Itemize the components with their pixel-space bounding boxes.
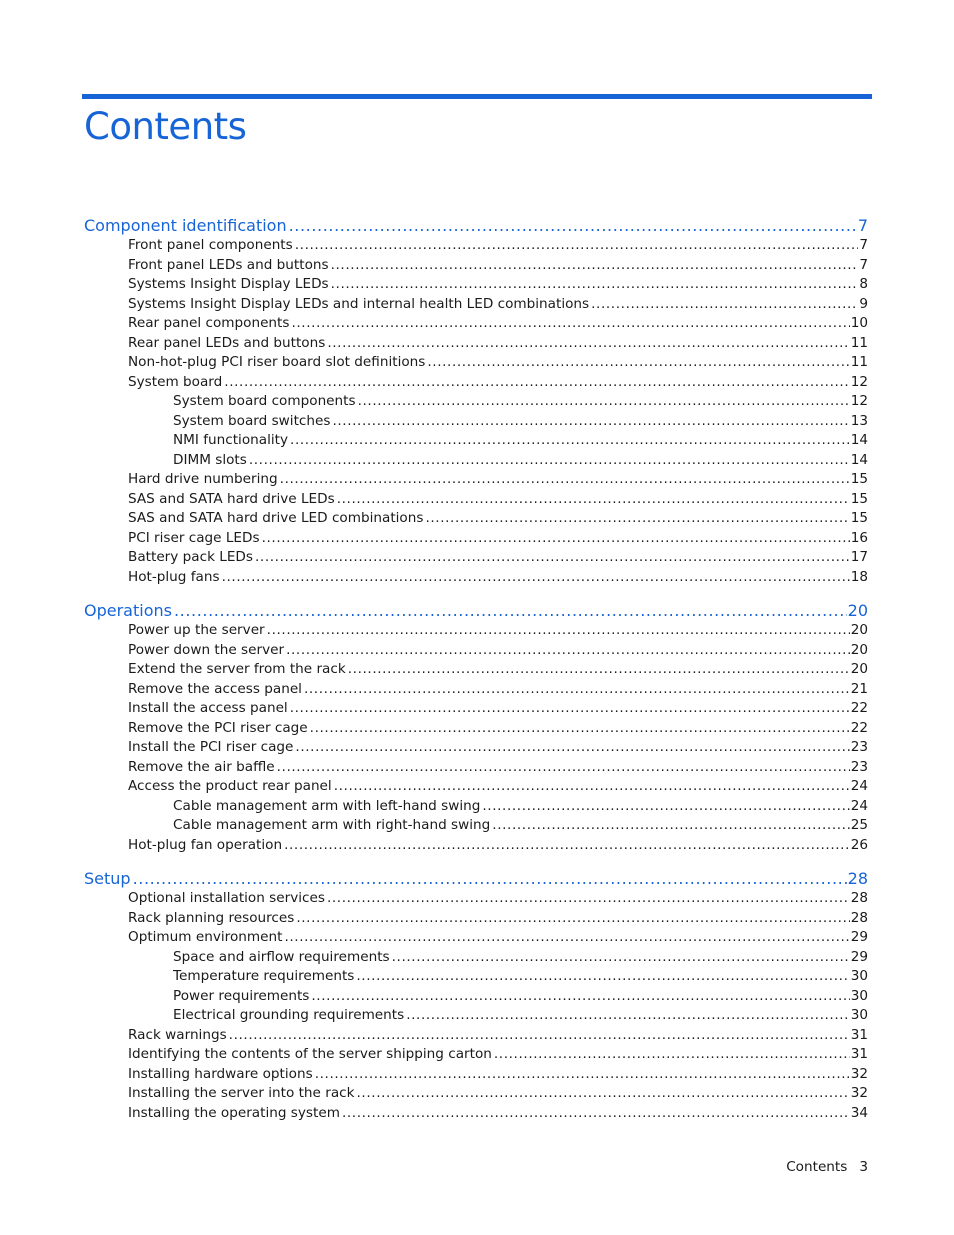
- toc-entry-page-number: 31: [850, 1026, 868, 1043]
- toc-entry-page-number: 11: [850, 354, 868, 370]
- toc-entry-page-number: 23: [850, 758, 868, 775]
- toc-entry-label: Rear panel components: [128, 315, 290, 331]
- toc-entry-page-number: 10: [850, 315, 868, 331]
- toc-entry-page-number: 20: [850, 622, 868, 638]
- toc-entry[interactable]: [173, 451, 868, 470]
- toc-entry-page-number: 30: [850, 987, 868, 1004]
- toc-entry-page-number: 20: [847, 601, 868, 620]
- toc-entry[interactable]: [173, 967, 868, 986]
- dot-leader: [342, 1104, 850, 1123]
- toc-entry-page-number: 7: [857, 216, 868, 235]
- toc-entry[interactable]: [128, 758, 868, 777]
- dot-leader: [327, 889, 850, 908]
- toc-entry-page-number: 22: [850, 719, 868, 736]
- dot-leader: [482, 797, 849, 816]
- toc-entry[interactable]: [128, 470, 868, 489]
- toc-entry-label: Power down the server: [128, 641, 285, 658]
- dot-leader: [280, 470, 850, 489]
- dot-leader: [357, 1084, 850, 1103]
- dot-leader: [290, 699, 850, 718]
- toc-entry[interactable]: [173, 816, 868, 835]
- page-footer: [786, 1158, 868, 1177]
- toc-entry[interactable]: [128, 889, 868, 908]
- dot-leader: [327, 334, 849, 353]
- toc-section-entry[interactable]: [84, 215, 868, 236]
- toc-entry-label: Power up the server: [128, 622, 265, 638]
- toc-entry-page-number: 28: [850, 909, 868, 926]
- toc-entry-label: System board components: [173, 393, 356, 409]
- toc-entry-page-number: 9: [859, 295, 868, 312]
- toc-entry-page-number: 21: [850, 680, 868, 697]
- toc-entry-label: Component identification: [84, 216, 287, 235]
- toc-entry-label: Cable management arm with right-hand swing: [173, 817, 491, 833]
- dot-leader: [290, 431, 850, 450]
- toc-entry-label: Optional installation services: [128, 890, 325, 906]
- toc-entry[interactable]: [128, 256, 868, 275]
- toc-entry-label: Systems Insight Display LEDs: [128, 276, 329, 292]
- dot-leader: [284, 928, 849, 947]
- toc-entry[interactable]: [128, 353, 868, 372]
- toc-entry-page-number: 30: [850, 1007, 868, 1023]
- dot-leader: [249, 451, 850, 470]
- toc-entry-label: PCI riser cage LEDs: [128, 529, 260, 546]
- toc-entry-label: Rack warnings: [128, 1026, 227, 1043]
- toc-entry-page-number: 23: [850, 739, 868, 755]
- toc-entry[interactable]: [128, 529, 868, 548]
- toc-entry-page-number: 24: [850, 797, 868, 814]
- dot-leader: [284, 836, 850, 855]
- toc-entry[interactable]: [128, 641, 868, 660]
- toc-entry[interactable]: [128, 699, 868, 718]
- dot-leader: [267, 621, 850, 640]
- dot-leader: [262, 529, 850, 548]
- toc-entry-page-number: 20: [850, 661, 868, 677]
- dot-leader: [291, 314, 849, 333]
- toc-entry[interactable]: [128, 909, 868, 928]
- toc-entry[interactable]: [128, 568, 868, 587]
- toc-entry-label: Hot-plug fans: [128, 568, 220, 585]
- dot-leader: [174, 600, 847, 621]
- toc-entry-label: Operations: [84, 601, 172, 620]
- toc-entry[interactable]: [128, 1065, 868, 1084]
- toc-entry-label: Hot-plug fan operation: [128, 836, 283, 853]
- toc-entry[interactable]: [173, 987, 868, 1006]
- toc-entry[interactable]: [128, 509, 868, 528]
- dot-leader: [310, 719, 850, 738]
- toc-entry-page-number: 7: [859, 256, 868, 273]
- dot-leader: [332, 412, 849, 431]
- toc-entry-page-number: 7: [859, 237, 868, 253]
- toc-entry[interactable]: [128, 236, 868, 255]
- toc-entry[interactable]: [128, 334, 868, 353]
- toc-entry[interactable]: [128, 548, 868, 567]
- footer-section: Contents: [786, 1159, 848, 1175]
- toc-entry-page-number: 15: [850, 510, 868, 526]
- toc-entry-label: System board switches: [173, 412, 331, 429]
- toc-entry-page-number: 16: [850, 529, 868, 546]
- toc-entry-page-number: 28: [850, 890, 868, 906]
- dot-leader: [133, 868, 847, 889]
- toc-entry[interactable]: [128, 1104, 868, 1123]
- toc-entry[interactable]: [128, 660, 868, 679]
- toc-section-entry[interactable]: [84, 868, 868, 889]
- toc-entry-page-number: 15: [850, 490, 868, 507]
- toc-entry-page-number: 24: [850, 778, 868, 794]
- toc-entry[interactable]: [173, 392, 868, 411]
- toc-entry-page-number: 8: [859, 276, 868, 292]
- toc-entry[interactable]: [128, 928, 868, 947]
- toc-entry-label: Extend the server from the rack: [128, 661, 346, 677]
- toc-entry-label: SAS and SATA hard drive LED combinations: [128, 510, 424, 526]
- toc-entry[interactable]: [128, 275, 868, 294]
- toc-entry-page-number: 11: [850, 334, 868, 351]
- toc-entry-page-number: 31: [850, 1046, 868, 1062]
- toc-entry[interactable]: [128, 719, 868, 738]
- toc-entry[interactable]: [173, 1006, 868, 1025]
- dot-leader: [494, 1045, 850, 1064]
- toc-entry-page-number: 32: [850, 1085, 868, 1101]
- toc-entry-page-number: 26: [850, 836, 868, 853]
- toc-entry-label: Installing hardware options: [128, 1065, 313, 1082]
- toc-entry[interactable]: [128, 738, 868, 757]
- toc-entry-label: Systems Insight Display LEDs and internal health LED combinations: [128, 295, 590, 312]
- toc-entry-page-number: 29: [850, 929, 868, 945]
- dot-leader: [358, 392, 850, 411]
- dot-leader: [296, 909, 849, 928]
- toc-entry-label: Electrical grounding requirements: [173, 1007, 405, 1023]
- toc-entry-page-number: 28: [847, 869, 868, 888]
- toc-entry-page-number: 18: [850, 568, 868, 585]
- toc-entry-label: Installing the server into the rack: [128, 1085, 355, 1101]
- toc-entry-label: Install the PCI riser cage: [128, 739, 294, 755]
- dot-leader: [348, 660, 850, 679]
- dot-leader: [304, 680, 850, 699]
- toc-entry-page-number: 34: [850, 1104, 868, 1121]
- toc-entry-label: Battery pack LEDs: [128, 549, 253, 565]
- dot-leader: [591, 295, 858, 314]
- dot-leader: [229, 1026, 850, 1045]
- toc-entry-page-number: 30: [850, 968, 868, 984]
- toc-entry[interactable]: [128, 680, 868, 699]
- dot-leader: [356, 967, 849, 986]
- dot-leader: [295, 738, 849, 757]
- toc-entry-label: Optimum environment: [128, 929, 283, 945]
- toc-entry-page-number: 22: [850, 700, 868, 716]
- toc-entry-label: Remove the air baffle: [128, 758, 275, 775]
- dot-leader: [406, 1006, 849, 1025]
- dot-leader: [337, 490, 850, 509]
- toc-entry-page-number: 12: [850, 393, 868, 409]
- toc-entry[interactable]: [128, 490, 868, 509]
- toc-entry[interactable]: [173, 412, 868, 431]
- toc-entry-label: Space and airflow requirements: [173, 948, 390, 965]
- toc-entry-label: Non-hot-plug PCI riser board slot definitions: [128, 354, 426, 370]
- toc-entry-page-number: 17: [850, 549, 868, 565]
- toc-entry[interactable]: [128, 777, 868, 796]
- dot-leader: [289, 215, 857, 236]
- toc-entry-page-number: 20: [850, 641, 868, 658]
- toc-entry-label: Remove the PCI riser cage: [128, 719, 308, 736]
- toc-entry[interactable]: [128, 1084, 868, 1103]
- dot-leader: [222, 568, 850, 587]
- toc-entry-label: Front panel components: [128, 237, 293, 253]
- toc-entry-label: Setup: [84, 869, 131, 888]
- dot-leader: [224, 373, 849, 392]
- toc-entry[interactable]: [128, 1045, 868, 1064]
- toc-section-entry[interactable]: [84, 600, 868, 621]
- dot-leader: [331, 275, 859, 294]
- toc-entry-page-number: 13: [850, 412, 868, 429]
- toc-entry-label: Cable management arm with left-hand swing: [173, 797, 481, 814]
- toc-entry[interactable]: [173, 797, 868, 816]
- toc-entry-label: Identifying the contents of the server shipping carton: [128, 1046, 492, 1062]
- dot-leader: [295, 236, 859, 255]
- dot-leader: [392, 948, 850, 967]
- toc-entry-page-number: 15: [850, 471, 868, 487]
- dot-leader: [331, 256, 859, 275]
- toc-entry-label: Access the product rear panel: [128, 778, 332, 794]
- toc-entry-label: Temperature requirements: [173, 968, 355, 984]
- toc-entry-label: NMI functionality: [173, 432, 289, 448]
- toc-entry[interactable]: [173, 948, 868, 967]
- dot-leader: [492, 816, 849, 835]
- toc-entry-page-number: 14: [850, 432, 868, 448]
- toc-entry[interactable]: [128, 1026, 868, 1045]
- toc-entry[interactable]: [128, 295, 868, 314]
- toc-entry-page-number: 32: [850, 1065, 868, 1082]
- toc-entry-label: Rear panel LEDs and buttons: [128, 334, 326, 351]
- dot-leader: [255, 548, 850, 567]
- footer-page-number: 3: [859, 1159, 868, 1175]
- dot-leader: [286, 641, 850, 660]
- page-title: Contents: [84, 105, 247, 148]
- toc-entry[interactable]: [128, 314, 868, 333]
- dot-leader: [277, 758, 850, 777]
- toc-entry-label: Hard drive numbering: [128, 471, 278, 487]
- toc-entry-label: System board: [128, 373, 223, 390]
- toc-entry[interactable]: [173, 431, 868, 450]
- dot-leader: [315, 1065, 850, 1084]
- toc-entry-page-number: 29: [850, 948, 868, 965]
- toc-entry-label: Power requirements: [173, 987, 310, 1004]
- toc-entry-page-number: 14: [850, 451, 868, 468]
- dot-leader: [334, 777, 850, 796]
- dot-leader: [427, 353, 849, 372]
- toc-entry-label: Rack planning resources: [128, 909, 295, 926]
- toc-entry-label: SAS and SATA hard drive LEDs: [128, 490, 335, 507]
- title-rule: [82, 94, 872, 99]
- toc-entry-label: Remove the access panel: [128, 680, 302, 697]
- toc-entry-label: DIMM slots: [173, 451, 247, 468]
- toc-entry[interactable]: [128, 373, 868, 392]
- toc-entry[interactable]: [128, 621, 868, 640]
- toc-entry-page-number: 12: [850, 373, 868, 390]
- toc-entry-page-number: 25: [850, 817, 868, 833]
- toc-entry[interactable]: [128, 836, 868, 855]
- toc-entry-label: Front panel LEDs and buttons: [128, 256, 329, 273]
- dot-leader: [311, 987, 849, 1006]
- toc-entry-label: Installing the operating system: [128, 1104, 340, 1121]
- dot-leader: [425, 509, 849, 528]
- toc-entry-label: Install the access panel: [128, 700, 288, 716]
